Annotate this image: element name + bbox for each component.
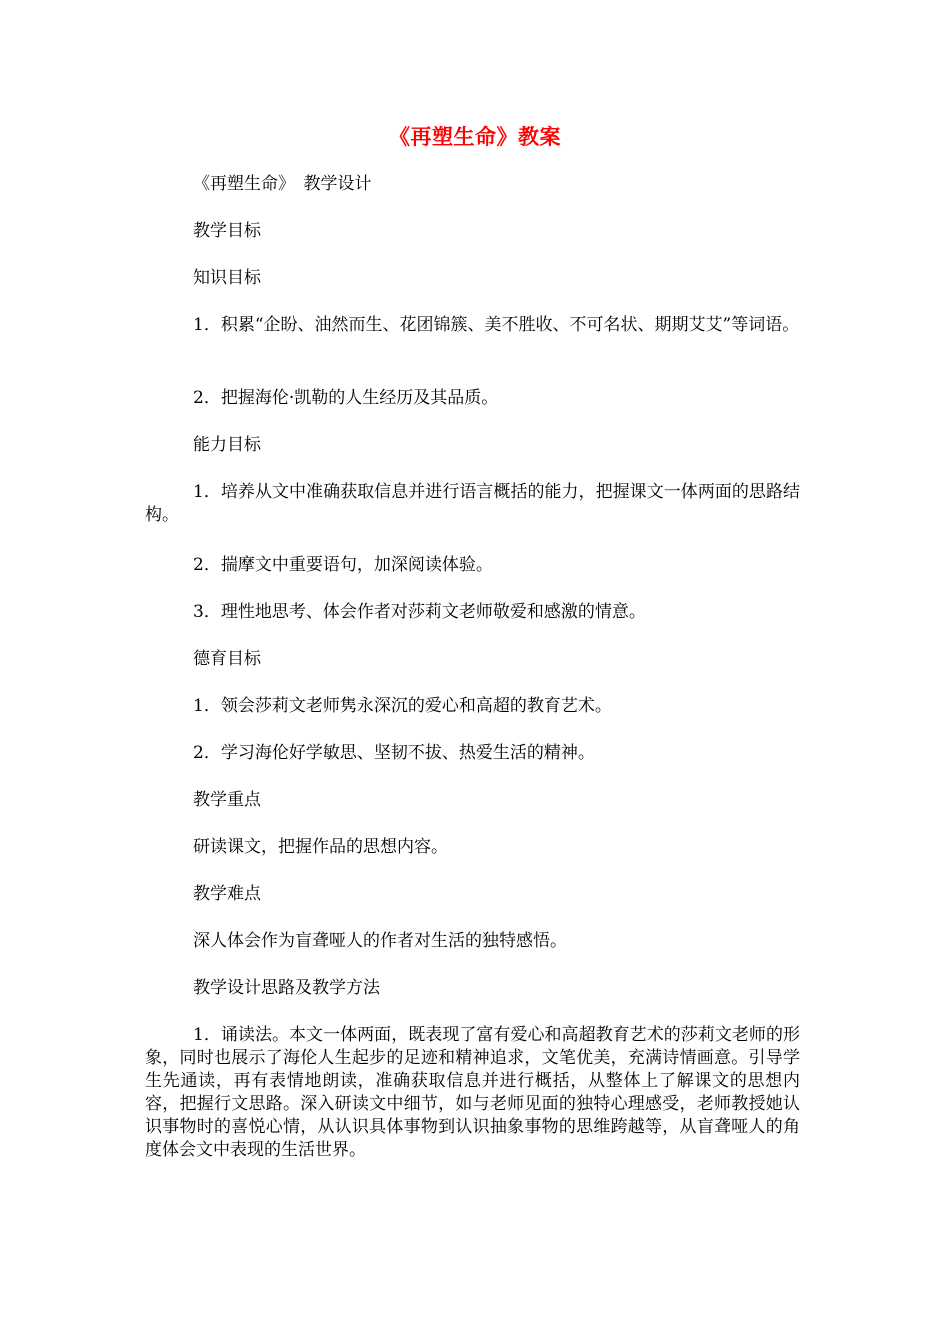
paragraph-moral-1: 1．领会莎莉文老师隽永深沉的爱心和高超的教育艺术。 (193, 696, 612, 716)
paragraph-ability-3: 3．理性地思考、体会作者对莎莉文老师敬爱和感激的情意。 (193, 602, 646, 622)
document-title: 《再塑生命》教案 (389, 124, 561, 149)
paragraph-difficulties: 教学难点 (193, 884, 261, 904)
paragraph-design-heading: 《再塑生命》 教学设计 (193, 174, 372, 194)
paragraph-teaching-goals: 教学目标 (193, 221, 261, 241)
paragraph-key-points-text: 研读课文，把握作品的思想内容。 (193, 837, 448, 857)
paragraph-method-1: 1．诵读法。本文一体两面，既表现了富有爱心和高超教育艺术的莎莉文老师的形象，同时也展示了海伦人生起步的足迹和精神追求，文笔优美，充满诗情画意。引导学生先通读，再有表情地朗读，准确获取信息并进行概括，从整体上了解课文的思想内容，把握行文思路。深入研读文中细节，如与老师见面的独特心理感受，老师教授她认识事物时的喜悦心情，从认识具体事物到认识抽象事物的思维跨越等，从盲聋哑人的角度体会文中表现的生活世界。 (145, 1025, 800, 1160)
paragraph-ability-1: 1．培养从文中准确获取信息并进行语言概括的能力，把握课文一体两面的思路结构。 (145, 482, 800, 525)
paragraph-knowledge-2: 2．把握海伦·凯勒的人生经历及其品质。 (193, 388, 499, 408)
paragraph-method-heading: 教学设计思路及教学方法 (193, 978, 380, 998)
paragraph-knowledge-goals: 知识目标 (193, 268, 261, 288)
paragraph-ability-2: 2．揣摩文中重要语句，加深阅读体验。 (193, 555, 493, 575)
paragraph-moral-goals: 德育目标 (193, 649, 261, 669)
paragraph-moral-2: 2．学习海伦好学敏思、坚韧不拔、热爱生活的精神。 (193, 743, 595, 763)
paragraph-difficulties-text: 深人体会作为盲聋哑人的作者对生活的独特感悟。 (193, 931, 567, 951)
paragraph-knowledge-1: 1．积累“企盼、油然而生、花团锦簇、美不胜收、不可名状、期期艾艾”等词语。 (193, 315, 800, 335)
paragraph-key-points: 教学重点 (193, 790, 261, 810)
paragraph-ability-goals: 能力目标 (193, 435, 261, 455)
